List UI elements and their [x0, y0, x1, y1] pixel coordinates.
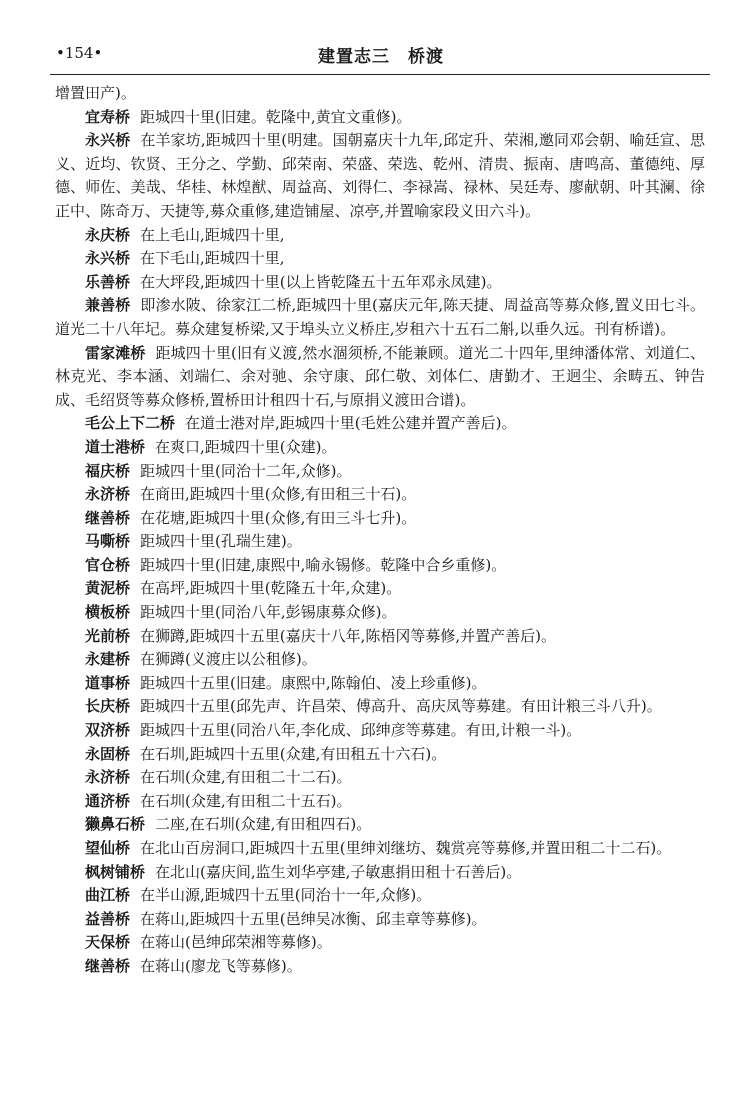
bridge-description: 在狮蹲(义渡庄以公租修)。 — [140, 650, 317, 669]
bridge-name: 道士港桥 — [85, 437, 146, 456]
bridge-name: 长庆桥 — [85, 697, 131, 716]
bridge-name: 枫树铺桥 — [85, 862, 146, 881]
bridge-description: 二座,在石圳(众建,有田租四石)。 — [155, 815, 372, 834]
chapter-title: 建置志三 桥渡 — [318, 47, 444, 67]
bridge-entry — [55, 908, 705, 932]
bridge-name: 天保桥 — [85, 933, 131, 952]
page-header — [56, 38, 706, 66]
bridge-entry — [55, 695, 705, 719]
bridge-entry — [55, 672, 705, 696]
bridge-description: 在石圳,距城四十五里(众建,有田租五十六石)。 — [140, 744, 447, 763]
bridge-description: 距城四十五里(邱先声、许昌荣、傅高升、高庆凤等募建。有田计粮三斗八升)。 — [140, 697, 662, 716]
bridge-description: 增置田产)。 — [55, 84, 136, 102]
bridge-entry — [55, 129, 705, 223]
bridge-name: 望仙桥 — [85, 839, 131, 857]
bridge-description: 距城四十五里(旧建。康熙中,陈翰伯、凌上珍重修)。 — [140, 673, 487, 692]
bridge-description: 在石圳(众建,有田租二十二石)。 — [140, 768, 352, 787]
bridge-entry — [55, 460, 705, 484]
bridge-description: 在大坪段,距城四十里(以上皆乾隆五十五年邓永凤建)。 — [140, 272, 502, 291]
bridge-entry — [55, 530, 705, 554]
bridge-entry — [55, 106, 705, 130]
bridge-entry — [55, 625, 705, 649]
bridge-name: 官仓桥 — [85, 555, 131, 574]
bridge-description: 在花塘,距城四十里(众修,有田三斗七升)。 — [140, 508, 417, 527]
bridge-description: 在蒋山(邑绅邱荣湘等募修)。 — [140, 933, 332, 952]
bridge-name: 双济桥 — [85, 721, 131, 740]
bridge-description: 在商田,距城四十里(众修,有田租三十石)。 — [140, 485, 417, 504]
bridge-entry — [55, 719, 705, 743]
bridge-entry — [55, 766, 705, 790]
bridge-name: 通济桥 — [85, 791, 131, 810]
bridge-name: 永济桥 — [85, 768, 131, 787]
bridge-description: 距城四十里(旧建。乾隆中,黄宜文重修)。 — [140, 107, 412, 126]
bridge-name: 永济桥 — [85, 485, 131, 504]
bridge-entry — [55, 436, 705, 460]
bridge-description: 即渗水陂、徐家江二桥,距城四十里(嘉庆元年,陈天捷、周益高等募众修,置义田七斗。道光二十八年圮。募众建复桥梁,又于埠头立义桥庄,岁租六十五石二斛,以垂久远。刊有桥谱)。 — [55, 296, 705, 338]
bridge-entry — [55, 554, 705, 578]
bridge-entry — [55, 743, 705, 767]
bridge-description: 在蒋山(廖龙飞等募修)。 — [140, 956, 302, 975]
bridge-entry — [55, 955, 705, 979]
bridge-description: 距城四十里(同治十二年,众修)。 — [140, 461, 352, 480]
bridge-entry — [55, 790, 705, 814]
bridge-entry — [55, 294, 705, 341]
bridge-entry — [55, 82, 705, 106]
bridge-name: 永庆桥 — [85, 225, 131, 244]
bridge-name: 黄泥桥 — [85, 579, 131, 598]
bridge-name: 永固桥 — [85, 744, 131, 763]
bridge-name: 永兴桥 — [85, 249, 131, 268]
bridge-description: 距城四十五里(同治八年,李化成、邱绅彦等募建。有田,计粮一斗)。 — [140, 721, 582, 740]
bridge-description: 在上毛山,距城四十里, — [140, 225, 285, 244]
bridge-name: 宜寿桥 — [85, 107, 131, 126]
bridge-entry — [55, 648, 705, 672]
bridge-description: 在北山(嘉庆间,监生刘华亭建,子敏惠捐田租十石善后)。 — [155, 862, 522, 881]
bridge-name: 曲江桥 — [85, 886, 131, 905]
bridge-name: 继善桥 — [85, 508, 131, 527]
bridge-entry — [55, 931, 705, 955]
bridge-description: 在羊家坊,距城四十里(明建。国朝嘉庆十九年,邱定升、荣湘,邀同邓会朝、喻廷宣、思义、近均、钦贤、王分之、学勤、邱荣南、荣盛、荣选、乾州、清贵、振南、唐鸣高、董德纯、厚德、师佐、美哉、华桂、林煌猷、周益高、刘得仁、李禄嵩、禄林、吴廷寿、廖献朝、叶其澜、徐正中、陈奇万、天捷等,募众重修,建造铺屋、凉亭,并置喻家段义田六斗)。 — [55, 131, 705, 220]
bridge-entry — [55, 813, 705, 837]
bridge-entry — [55, 342, 705, 413]
bridge-entry — [55, 577, 705, 601]
bridge-entry — [55, 507, 705, 531]
bridge-name: 永建桥 — [85, 650, 131, 669]
bridge-entry — [55, 837, 705, 861]
bridge-name: 横板桥 — [85, 603, 131, 622]
bridge-description: 在狮蹲,距城四十五里(嘉庆十八年,陈梧冈等募修,并置产善后)。 — [140, 626, 557, 645]
header-rule — [50, 74, 710, 75]
bridge-description: 在北山百房洞口,距城四十五里(里绅刘继坊、魏赏亮等募修,并置田租二十二石)。 — [140, 839, 672, 857]
bridge-description: 在高坪,距城四十里(乾隆五十年,众建)。 — [140, 579, 402, 598]
bridge-entry — [55, 271, 705, 295]
bridge-description: 在石圳(众建,有田租二十五石)。 — [140, 791, 352, 810]
bridge-name: 继善桥 — [85, 956, 131, 975]
bridge-entry — [55, 601, 705, 625]
bridge-description: 在下毛山,距城四十里, — [140, 249, 285, 268]
bridge-description: 距城四十里(孔瑞生建)。 — [140, 532, 302, 551]
bridge-name: 毛公上下二桥 — [85, 414, 176, 433]
page-number: •154• — [56, 44, 103, 62]
bridge-name: 乐善桥 — [85, 272, 131, 291]
bridge-description: 距城四十里(旧建,康熙中,喻永锡修。乾隆中合乡重修)。 — [140, 555, 507, 574]
bridge-description: 距城四十里(旧有义渡,然水涸须桥,不能兼顾。道光二十四年,里绅潘体常、刘道仁、林克光、李本涵、刘端仁、余对驰、余守康、邱仁敬、刘体仁、唐勤才、王迥尘、余畴五、钟告成、毛绍贤等募众修桥,置桥田计租四十石,与原捐义渡田合谱)。 — [55, 343, 705, 409]
bridge-entry — [55, 483, 705, 507]
bridge-entry — [55, 247, 705, 271]
bridge-name: 光前桥 — [85, 626, 131, 645]
bridge-description: 在道士港对岸,距城四十里(毛姓公建并置产善后)。 — [185, 414, 517, 433]
bridge-name: 马嘶桥 — [85, 532, 131, 551]
bridge-description: 在蒋山,距城四十五里(邑绅吴冰衡、邱圭章等募修)。 — [140, 909, 487, 928]
bridge-name: 獭鼻石桥 — [85, 815, 146, 834]
bridge-description: 在爽口,距城四十里(众建)。 — [155, 437, 337, 456]
bridge-name: 永兴桥 — [85, 131, 131, 150]
bridge-description: 距城四十里(同治八年,彭锡康募众修)。 — [140, 603, 397, 622]
bridge-entry — [55, 224, 705, 248]
bridge-entry — [55, 884, 705, 908]
bridge-name: 益善桥 — [85, 909, 131, 928]
bridge-description: 在半山源,距城四十五里(同治十一年,众修)。 — [140, 886, 432, 905]
bridge-name: 福庆桥 — [85, 461, 131, 480]
entries-list — [55, 82, 705, 979]
bridge-name: 雷家滩桥 — [85, 343, 146, 362]
bridge-name: 道事桥 — [85, 673, 131, 692]
bridge-entry — [55, 861, 705, 885]
bridge-name: 兼善桥 — [85, 296, 131, 315]
bridge-entry — [55, 412, 705, 436]
